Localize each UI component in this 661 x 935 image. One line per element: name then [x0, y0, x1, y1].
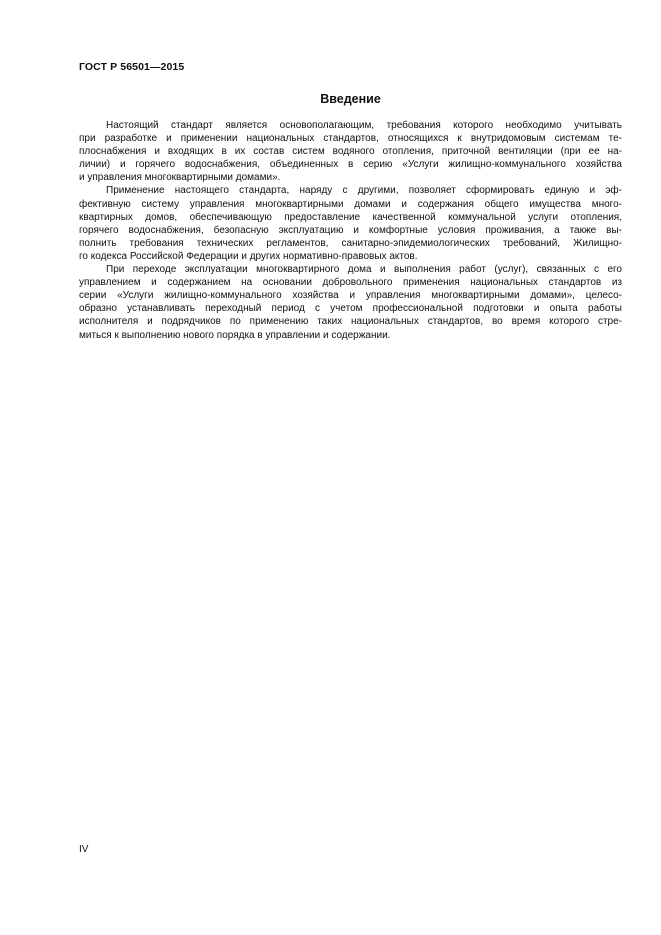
paragraph-line: управлением и содержанием на основании добровольного применения национальных стандартов из — [79, 277, 622, 289]
paragraph-line: квартирных домов, обеспечивающую предоставление качественной коммунальной услуги отопления, — [79, 211, 622, 223]
body-text — [79, 119, 622, 342]
paragraph-line: исполнителя и подрядчиков по применению таких национальных стандартов, во время которого стре- — [79, 316, 622, 328]
paragraph-line: плоснабжения и входящих в их состав систем водяного отопления, приточной вентиляции (при ее на- — [79, 146, 622, 158]
paragraph-line: При переходе эксплуатации многоквартирного дома и выполнения работ (услуг), связанных с его — [106, 264, 622, 276]
paragraph-line: личии) и горячего водоснабжения, объединенных в серию «Услуги жилищно-коммунального хозяйства — [79, 159, 622, 171]
paragraph-3 — [79, 263, 622, 342]
paragraph-line: серии «Услуги жилищно-коммунального хозяйства и управления многоквартирными домами», целесо- — [79, 290, 622, 302]
paragraph-line: Настоящий стандарт является основополагающим, требования которого необходимо учитывать — [106, 120, 622, 131]
paragraph-line: при разработке и применении национальных стандартов, относящихся к внутридомовым системам те- — [79, 133, 622, 145]
paragraph-2 — [79, 184, 622, 263]
paragraph-line: фективную систему управления многоквартирными домами и содержания общего имущества много- — [79, 198, 622, 210]
page-number: IV — [79, 844, 89, 855]
paragraph-line: го кодекса Российской Федерации и других нормативно-правовых актов. — [79, 250, 418, 262]
paragraph-line: Применение настоящего стандарта, наряду с другими, позволяет сформировать единую и эф- — [106, 185, 622, 197]
paragraph-line: полнить требования технических регламентов, санитарно-эпидемиологических требований, Жилищно- — [79, 237, 622, 249]
paragraph-1 — [79, 119, 622, 184]
paragraph-line: и управления многоквартирными домами». — [79, 172, 281, 184]
section-title: Введение — [320, 92, 381, 106]
paragraph-line: горячего водоснабжения, безопасную эксплуатацию и комфортные условия проживания, а также вы- — [79, 224, 622, 236]
document-code: ГОСТ Р 56501—2015 — [79, 61, 185, 73]
paragraph-line: миться к выполнению нового порядка в управлении и содержании. — [79, 329, 391, 341]
paragraph-line: образно устанавливать переходный период с учетом профессиональной подготовки и опыта работы — [79, 303, 622, 315]
